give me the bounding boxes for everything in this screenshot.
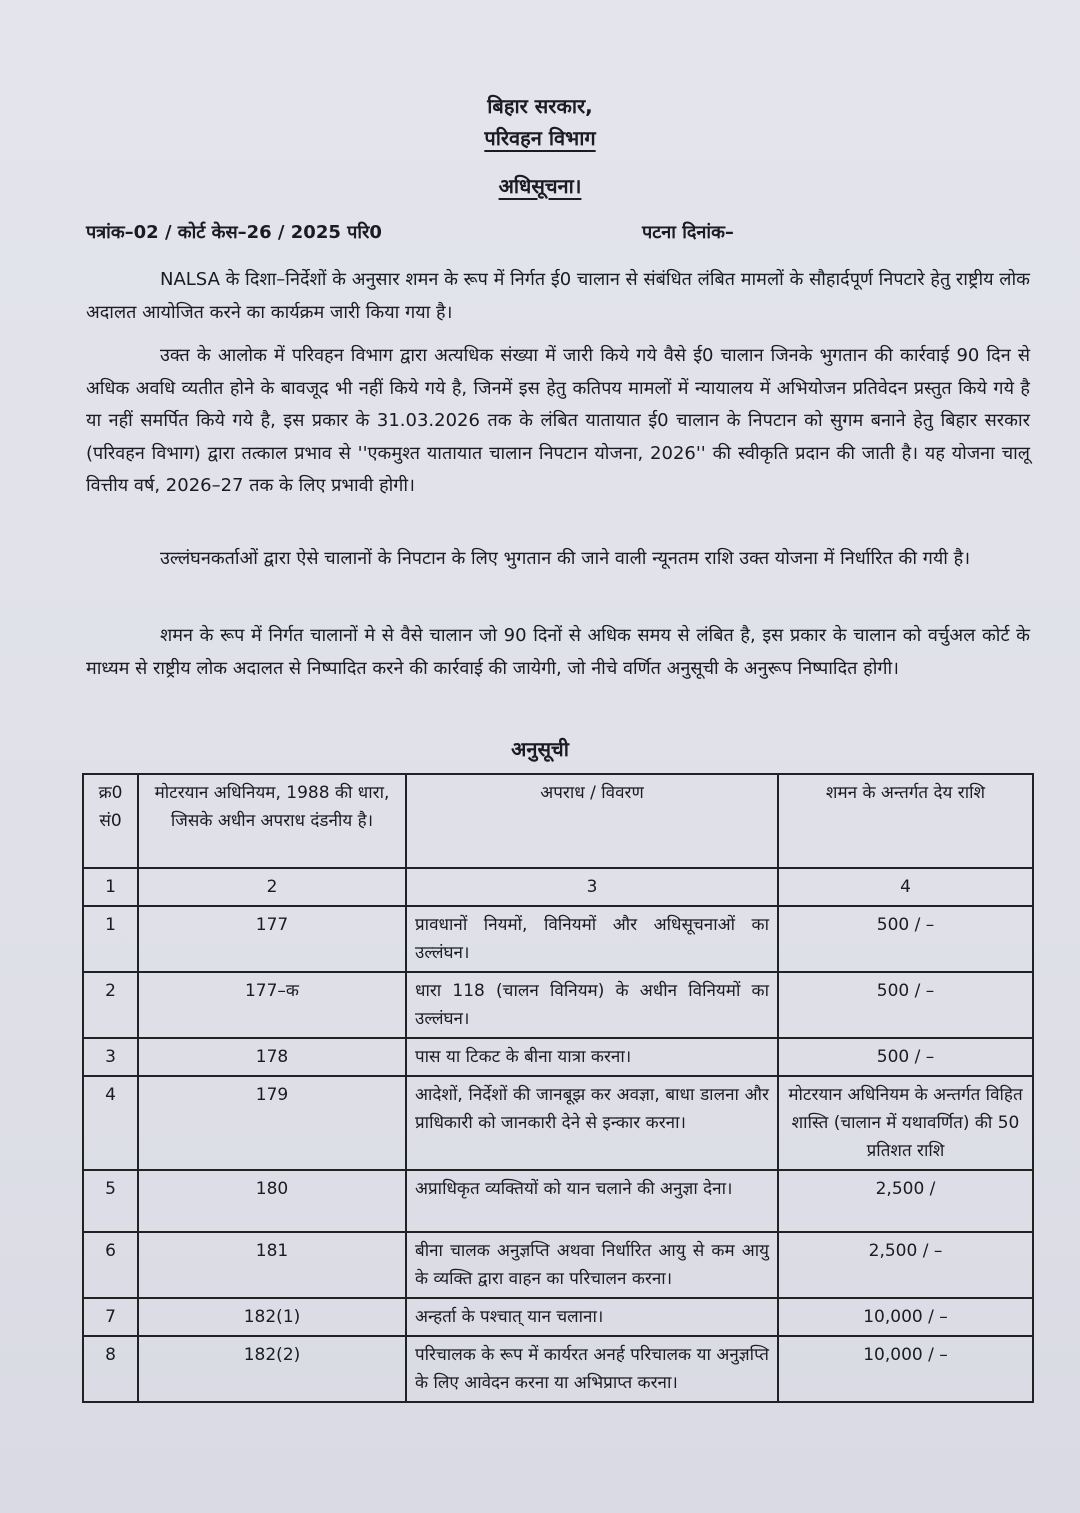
header-offence: अपराध / विवरण [406,774,778,868]
section-cell: 182(2) [138,1336,406,1402]
offence-cell: धारा 118 (चालन विनियम) के अधीन विनियमों का उल्लंघन। [406,972,778,1038]
section-cell: 179 [138,1076,406,1170]
serial-cell: 5 [83,1170,138,1232]
column-number-row [83,868,1033,906]
header-serial: क्र0 सं0 [83,774,138,868]
amount-cell: 10,000 / – [778,1298,1033,1336]
schedule-title: अनुसूची [511,737,569,761]
column-number: 1 [83,868,138,906]
column-number: 4 [778,868,1033,906]
section-cell: 177–क [138,972,406,1038]
department-heading [0,124,1080,151]
section-cell: 177 [138,906,406,972]
amount-cell: मोटरयान अधिनियम के अन्तर्गत विहित शास्ति (चालान में यथावर्णित) की 50 प्रतिशत राशि [778,1076,1033,1170]
header-amount: शमन के अन्तर्गत देय राशि [778,774,1033,868]
serial-cell: 8 [83,1336,138,1402]
schedule-table [82,773,1034,1403]
notification-label: अधिसूचना। [498,174,582,198]
section-cell: 178 [138,1038,406,1076]
serial-cell: 4 [83,1076,138,1170]
offence-cell: आदेशों, निर्देशों की जानबूझ कर अवज्ञा, बाधा डालना और प्राधिकारी को जानकारी देने से इन्कार करना। [406,1076,778,1170]
column-number: 3 [406,868,778,906]
serial-cell: 6 [83,1232,138,1298]
table-row [83,1298,1033,1336]
offence-cell: प्रावधानों नियमों, विनियमों और अधिसूचनाओं का उल्लंघन। [406,906,778,972]
table-row [83,1232,1033,1298]
offence-cell: पास या टिकट के बीना यात्रा करना। [406,1038,778,1076]
section-cell: 182(1) [138,1298,406,1336]
offence-cell: परिचालक के रूप में कार्यरत अनर्ह परिचालक या अनुज्ञप्ति के लिए आवेदन करना या अभिप्राप्त करना। [406,1336,778,1402]
notification-heading [0,172,1080,199]
table-row [83,906,1033,972]
column-number: 2 [138,868,406,906]
place-date: पटना दिनांक– [642,222,734,243]
amount-cell: 500 / – [778,972,1033,1038]
table-row [83,1076,1033,1170]
table-row [83,1170,1033,1232]
department-label: परिवहन विभाग [484,126,596,150]
paragraph-2: उक्त के आलोक में परिवहन विभाग द्वारा अत्यधिक संख्या में जारी किये गये वैसे ई0 चालान जिनके भुगतान की कार्रवाई 90 दिन से अधिक अवधि व्यतीत होने के बावजूद भी नहीं किये गये है, जिनमें इस हेतु कतिपय मामलों में न्यायालय में अभियोजन प्रतिवेदन प्रस्तुत किये गये है या नहीं समर्पित किये गये है, इस प्रकार के 31.03.2026 तक के लंबित यातायात ई0 चालान के निपटान को सुगम बनाने हेतु बिहार सरकार (परिवहन विभाग) द्वारा तत्काल प्रभाव से ''एकमुश्त यातायात चालान निपटान योजना, 2026'' की स्वीकृति प्रदान की जाती है। यह योजना चालू वित्तीय वर्ष, 2026–27 तक के लिए प्रभावी होगी। [86,345,1030,496]
serial-cell: 3 [83,1038,138,1076]
letter-number: पत्रांक–02 / कोर्ट केस–26 / 2025 परि0 [86,222,382,243]
amount-cell: 500 / – [778,1038,1033,1076]
offence-cell: बीना चालक अनुज्ञप्ति अथवा निर्धारित आयु से कम आयु के व्यक्ति द्वारा वाहन का परिचालन करना। [406,1232,778,1298]
table-row [83,972,1033,1038]
paragraph-4: शमन के रूप में निर्गत चालानों मे से वैसे चालान जो 90 दिनों से अधिक समय से लंबित है, इस प्रकार के चालान को वर्चुअल कोर्ट के माध्यम से राष्ट्रीय लोक अदालत से निष्पादित करने की कार्रवाई की जायेगी, जो नीचे वर्णित अनुसूची के अनुरूप निष्पादित होगी। [86,625,1030,679]
amount-cell: 500 / – [778,906,1033,972]
offence-cell: अप्राधिकृत व्यक्तियों को यान चलाने की अनुज्ञा देना। [406,1170,778,1232]
serial-cell: 1 [83,906,138,972]
amount-cell: 10,000 / – [778,1336,1033,1402]
amount-cell: 2,500 / [778,1170,1033,1232]
government-heading: बिहार सरकार, [487,94,593,118]
header-section: मोटरयान अधिनियम, 1988 की धारा, जिसके अधीन अपराध दंडनीय है। [138,774,406,868]
table-header-row [83,774,1033,868]
table-row [83,1336,1033,1402]
section-cell: 181 [138,1232,406,1298]
amount-cell: 2,500 / – [778,1232,1033,1298]
paragraph-1: NALSA के दिशा–निर्देशों के अनुसार शमन के रूप में निर्गत ई0 चालान से संबंधित लंबित मामलों के सौहार्दपूर्ण निपटारे हेतु राष्ट्रीय लोक अदालत आयोजित करने का कार्यक्रम जारी किया गया है। [86,269,1030,323]
offence-cell: अन्हर्ता के पश्चात् यान चलाना। [406,1298,778,1336]
serial-cell: 2 [83,972,138,1038]
serial-cell: 7 [83,1298,138,1336]
table-row [83,1038,1033,1076]
paragraph-3: उल्लंघनकर्ताओं द्वारा ऐसे चालानों के निपटान के लिए भुगतान की जाने वाली न्यूनतम राशि उक्त योजना में निर्धारित की गयी है। [160,548,971,569]
section-cell: 180 [138,1170,406,1232]
